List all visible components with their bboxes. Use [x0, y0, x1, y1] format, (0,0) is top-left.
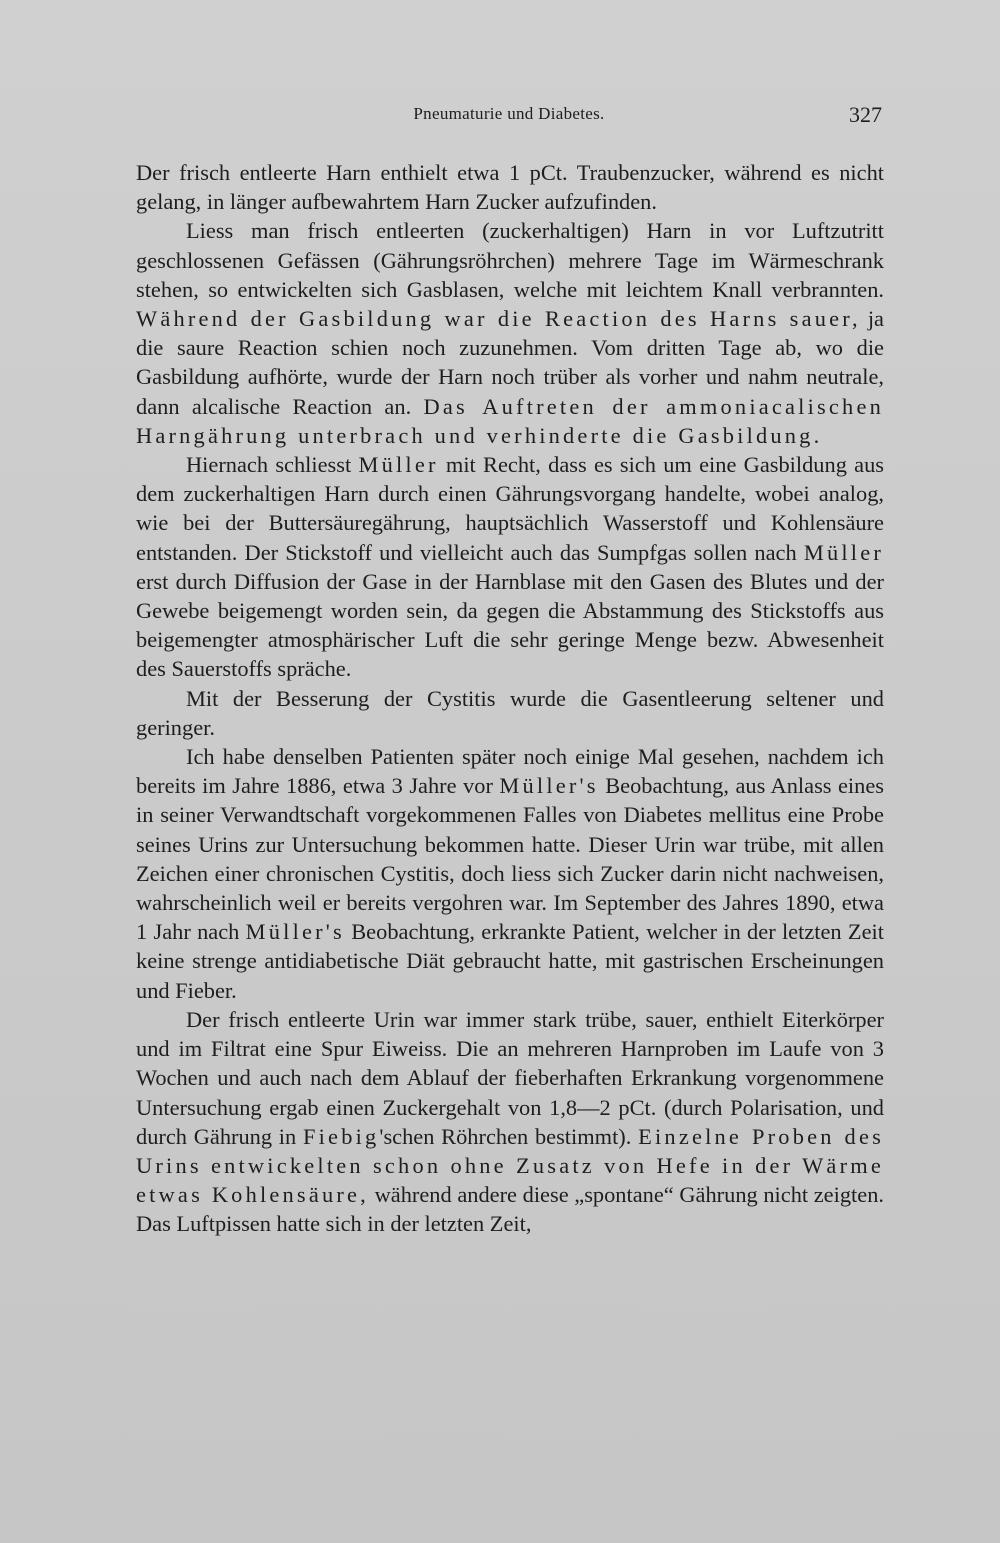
paragraph-4 [136, 684, 884, 742]
paragraph-3-text-c: mit Recht, dass es sich um eine Gasbildung aus dem zuckerhaltigen Harn durch einen Gährungsvorgang handelte, wobei analog, wie bei der Buttersäuregährung, hauptsächlich Wasserstoff und Kohlensäure entstanden. Der Stickstoff und vielleicht auch das Sumpfgas sollen nach [136, 452, 885, 565]
paragraph-1 [136, 158, 884, 216]
paragraph-5-text-e: Beobachtung, erkrankte Patient, welcher in der letzten Zeit keine strenge antidiabetische Diät gebraucht hatte, mit gastrischen Erscheinungen und Fieber. [136, 919, 884, 1003]
paragraph-3 [136, 450, 884, 684]
author-name-fiebig: Fiebig [302, 1123, 380, 1149]
body-text [136, 158, 884, 1239]
paragraph-1-text: Der frisch entleerte Harn enthielt etwa 1 pCt. Traubenzucker, während es nicht gelang, in länger aufbewahrtem Harn Zucker aufzufinden. [136, 160, 884, 215]
paragraph-6-text-c: 'schen Röhrchen bestimmt). [379, 1123, 632, 1149]
author-name-mueller: Müller [803, 539, 884, 565]
running-title: Pneumaturie und Diabetes. [413, 104, 605, 123]
paragraph-6-spaced: Einzelne Proben des Urins entwickelten schon ohne Zusatz von Hefe in der Wärme etwas Kohlensäure, [136, 1123, 885, 1208]
paragraph-2-spaced-b: Das Auftreten der ammoniacalischen Harngährung unterbrach und verhinderte die Gasbildung. [136, 393, 884, 448]
paragraph-6 [136, 1005, 884, 1239]
author-name-mueller: Müller [358, 452, 439, 478]
author-name-mueller: Müller's [245, 919, 345, 945]
paragraph-4-text: Mit der Besserung der Cystitis wurde die Gasentleerung seltener und geringer. [136, 685, 884, 740]
paragraph-2-text-a: Liess man frisch entleerten (zuckerhaltigen) Harn in vor Luftzutritt geschlossenen Gefässen (Gährungsröhrchen) mehrere Tage im Wärmeschrank stehen, so entwickelten sich Gasblasen, welche mit leichtem Knall verbrannten. [136, 218, 884, 302]
author-name-mueller: Müller's [499, 773, 599, 799]
paragraph-6-text-a: Der frisch entleerte Urin war immer stark trübe, sauer, enthielt Eiterkörper und im Filtrat eine Spur Eiweiss. Die an mehreren Harnproben im Laufe von 3 Wochen und auch nach dem Ablauf der fieberhaften Erkrankung vorgenommene Untersuchung ergab einen Zuckergehalt von 1,8—2 pCt. (durch Polarisation, und durch Gährung in [136, 1006, 884, 1149]
paragraph-5 [136, 742, 884, 1005]
paragraph-2 [136, 216, 884, 450]
paragraph-6-text-e: während andere diese „spontane“ Gährung nicht zeigten. Das Luftpissen hatte sich in der letzten Zeit, [136, 1182, 884, 1237]
paragraph-5-text-c: Beobachtung, aus Anlass eines in seiner Verwandtschaft vorgekommenen Falles von Diabetes mellitus eine Probe seines Urins zur Untersuchung bekommen hatte. Dieser Urin war trübe, mit allen Zeichen einer chronischen Cystitis, doch liess sich Zucker darin nicht nachweisen, wahrscheinlich weil er bereits vergohren war. Im September des Jahres 1890, etwa 1 Jahr nach [136, 773, 884, 945]
running-head [136, 104, 882, 134]
paragraph-2-text-c: ja die saure Reaction schien noch zuzunehmen. Vom dritten Tage ab, wo die Gasbildung aufhörte, wurde der Harn noch trüber als vorher und nahm neutrale, dann alcalische Reaction an. [136, 306, 884, 419]
paragraph-2-spaced-a: Während der Gasbildung war die Reaction des Harns sauer, [136, 306, 861, 332]
paragraph-5-text-a: Ich habe denselben Patienten später noch einige Mal gesehen, nachdem ich bereits im Jahre 1886, etwa 3 Jahre vor [136, 744, 884, 799]
page-number: 327 [849, 102, 882, 127]
paragraph-3-text-a: Hiernach schliesst [186, 452, 352, 478]
paragraph-3-text-e: erst durch Diffusion der Gase in der Harnblase mit den Gasen des Blutes und der Gewebe beigemengt worden sein, da gegen die Abstammung des Stickstoffs aus beigemengter atmosphärischer Luft die sehr geringe Menge bezw. Abwesenheit des Sauerstoffs spräche. [136, 568, 884, 682]
